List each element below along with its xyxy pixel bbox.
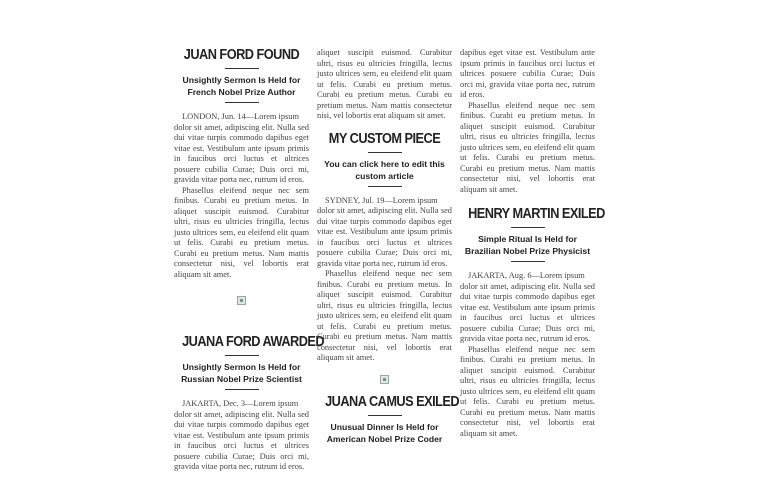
subhead-custom-article[interactable]: You can click here to edit this custom article bbox=[324, 158, 445, 181]
headline-rule bbox=[225, 355, 259, 356]
subhead-russian-scientist[interactable]: Unsightly Sermon Is Held for Russian Nobel Prize Scientist bbox=[181, 362, 302, 384]
article-body-continued: aliquet suscipit euismod. Curabitur ultri, risus eu ultricies fringilla, lectus justo ultrices sem, eu eleifend elit quam ut felis. Curabi eu pretium metus. Curabi eu pretium metus. Curabi eu pretium metus. Nam mattis consectetur nisi, vel lobortis erat aliquam sit amet. bbox=[317, 48, 452, 120]
article-dateline: LONDON, Jun. 14—Lorem ipsum bbox=[182, 112, 300, 121]
article-body: Phasellus eleifend neque nec sem finibus. Curabi eu pretium metus. In aliquet suscipit euismod. Curabitur ultri, risus eu ultricies fringilla, lectus justo ultrices sem, eu eleifend elit quam ut felis. Curabi eu pretium metus. Curabi eu pretium metus. Nam mattis consectetur nisi, vel lobortis erat aliquam sit amet. bbox=[317, 269, 452, 362]
headline-rule bbox=[368, 415, 402, 416]
article-body: dolor sit amet, adipiscing elit. Nulla sed dui vitae turpis commodo dapibus eget vitae est. Vestibulum ante ipsum primis in faucibus orci luctus et ultrices posuere cubilia Curae; Duis orci mi, gravida vitae porta nec, rutrum id eros. bbox=[174, 122, 309, 184]
subhead-brazilian-physicist[interactable]: Simple Ritual Is Held for Brazilian Nobel Prize Physicist bbox=[464, 234, 591, 256]
column-3 bbox=[460, 0, 605, 439]
headline-rule bbox=[511, 227, 545, 228]
article-dateline: JAKARTA, Dec. 3—Lorem ipsum bbox=[182, 399, 299, 408]
headline-juana-camus-exiled[interactable]: JUANA CAMUS EXILED bbox=[325, 393, 460, 410]
article-body: Phasellus eleifend neque nec sem finibus. Curabi eu pretium metus. In aliquet suscipit euismod. Curabitur ultri, risus eu ultricies fringilla, lectus justo ultrices sem, eu eleifend elit quam ut felis. Curabi eu pretium metus. Curabi eu pretium metus. Nam mattis consectetur nisi, vel lobortis erat aliquam sit amet. bbox=[460, 344, 595, 438]
headline-henry-martin-exiled[interactable]: HENRY MARTIN EXILED bbox=[468, 206, 605, 222]
column-1 bbox=[174, 0, 325, 473]
article-dateline: SYDNEY, Jul. 19—Lorem ipsum bbox=[325, 195, 438, 205]
article-dateline: JAKARTA, Aug. 6—Lorem ipsum bbox=[468, 271, 585, 280]
article-body: dolor sit amet, adipiscing elit. Nulla sed dui vitae turpis commodo dapibus eget vitae est. Vestibulum ante ipsum primis in faucibus orci luctus et ultrices posuere cubilia Curae; Duis orci mi, gravida vitae porta nec, rutrum id eros. bbox=[174, 409, 309, 471]
headline-juan-ford-found[interactable]: JUAN FORD FOUND bbox=[183, 47, 300, 63]
column-2 bbox=[317, 0, 460, 445]
article-body-continued: dapibus eget vitae est. Vestibulum ante ipsum primis in faucibus orci luctus et ultrices posuere cubilia Curae; Duis orci mi, gravida vitae porta nec, rutrum id eros. bbox=[460, 48, 595, 99]
headline-my-custom-piece[interactable]: MY CUSTOM PIECE bbox=[328, 130, 441, 147]
headline-rule bbox=[368, 152, 402, 153]
article-body: dolor sit amet, adipiscing elit. Nulla sed dui vitae turpis commodo dapibus eget vitae est. Vestibulum ante ipsum primis in faucibus orci luctus et ultrices posuere cubilia Curae; Duis orci mi, gravida vitae porta nec, rutrum id eros. bbox=[317, 206, 452, 268]
article-body: Phasellus eleifend neque nec sem finibus. Curabi eu pretium metus. In aliquet suscipit euismod. Curabitur ultri, risus eu ultricies fringilla, lectus justo ultrices sem, eu eleifend elit quam ut felis. Curabi eu pretium metus. Curabi eu pretium metus. Nam mattis consectetur nisi, vel lobortis erat aliquam sit amet. bbox=[174, 185, 309, 279]
subhead-french-author[interactable]: Unsightly Sermon Is Held for French Nobel Prize Author bbox=[182, 75, 301, 97]
headline-juana-ford-awarded[interactable]: JUANA FORD AWARDED bbox=[182, 334, 325, 350]
broken-image-icon bbox=[380, 375, 389, 384]
article-body-continued: Phasellus eleifend neque nec sem finibus. Curabi eu pretium metus. In aliquet suscipit euismod. Curabitur ultri, risus eu ultricies fringilla, lectus justo ultrices sem, eu eleifend elit quam ut felis. Curabi eu pretium metus. Curabi eu pretium metus. Nam mattis consectetur nisi, vel lobortis erat aliquam sit amet. bbox=[460, 100, 595, 194]
broken-image-icon bbox=[237, 296, 246, 305]
headline-rule bbox=[225, 68, 259, 69]
article-body: dolor sit amet, adipiscing elit. Nulla sed dui vitae turpis commodo dapibus eget vitae est. Vestibulum ante ipsum primis in faucibus orci luctus et ultrices posuere cubilia Curae; Duis orci mi, gravida vitae porta nec, rutrum id eros. bbox=[460, 281, 595, 343]
subhead-american-coder[interactable]: Unusual Dinner Is Held for American Nobel Prize Coder bbox=[326, 421, 443, 444]
